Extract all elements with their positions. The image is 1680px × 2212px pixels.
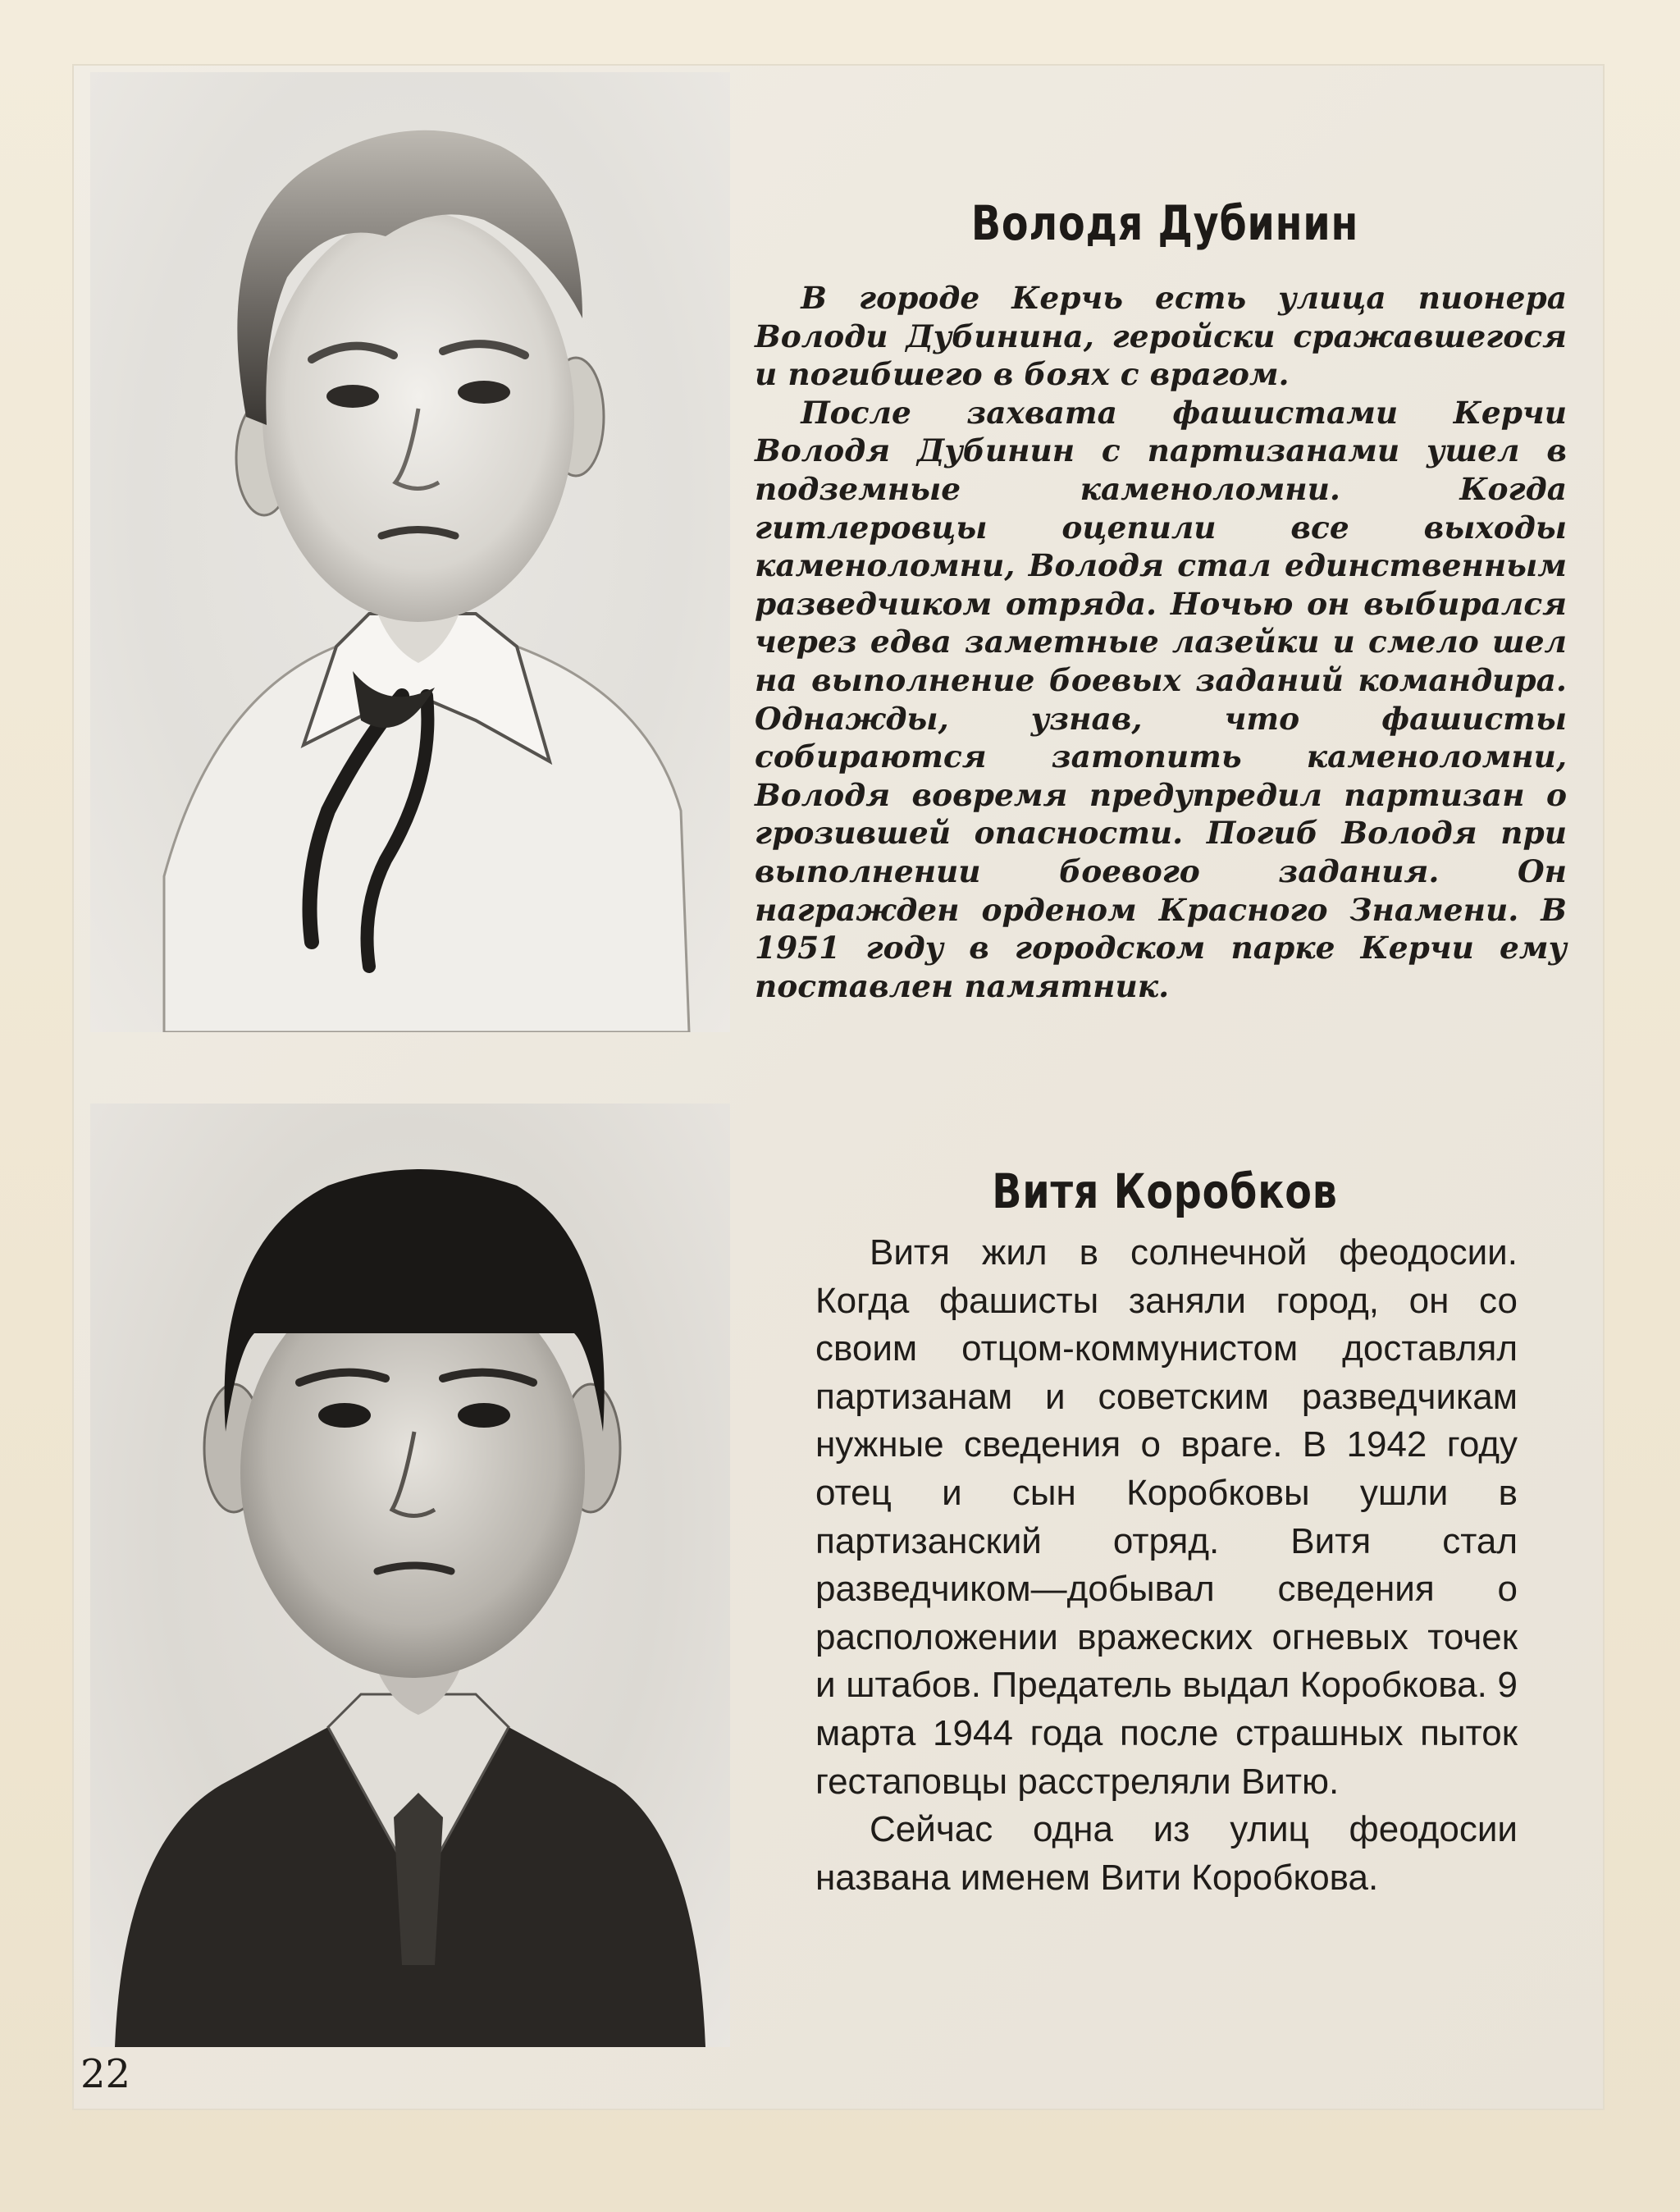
paragraph: Сейчас одна из улиц феодосии названа именем Вити Коробкова. [815, 1809, 1518, 1898]
portrait-photo-korobkov [90, 1104, 730, 2047]
article-body-korobkov [815, 1229, 1518, 1902]
article-title-dubinin: Володя Дубинин [970, 195, 1359, 251]
paragraph: После захвата фашистами Керчи Володя Дубинин с партизанами ушел в подземные каменоломни. Когда гитлеровцы оцепили все выходы каменоломни, Володя стал единственным разведчиком отряда. Ночью он выбирался через едва заметные лазейки и смело шел на выполнение боевых заданий командира. Однажды, узнав, что фашисты собираются затопить каменоломни, Володя вовремя предупредил партизан о грозившей опасности. Погиб Володя при выполнении боевого задания. Он награжден орденом Красного Знамени. В 1951 году в городском парке Керчи ему поставлен памятник. [755, 394, 1567, 1004]
paragraph: Витя жил в солнечной феодосии. Когда фашисты заняли город, он со своим отцом-коммунистом доставлял партизанам и советским разведчикам нужные сведения о враге. В 1942 году отец и сын Коробковы ушли в партизанский отряд. Витя стал разведчиком—добывал сведения о расположении вражеских огневых точек и штабов. Предатель выдал Коробкова. 9 марта 1944 года после страшных пыток гестаповцы расстреляли Витю. [815, 1232, 1518, 1802]
portrait-photo-dubinin [90, 72, 730, 1032]
article-title-korobkov: Витя Коробков [992, 1163, 1338, 1219]
article-body-dubinin [755, 279, 1567, 1005]
paragraph: В городе Керчь есть улица пионера Володи Дубинина, геройски сражавшегося и погибшего в боях с врагом. [755, 280, 1567, 393]
page-number: 22 [80, 2051, 131, 2097]
portrait-drawing-korobkov [90, 1104, 730, 2047]
portrait-drawing-dubinin [90, 72, 730, 1032]
